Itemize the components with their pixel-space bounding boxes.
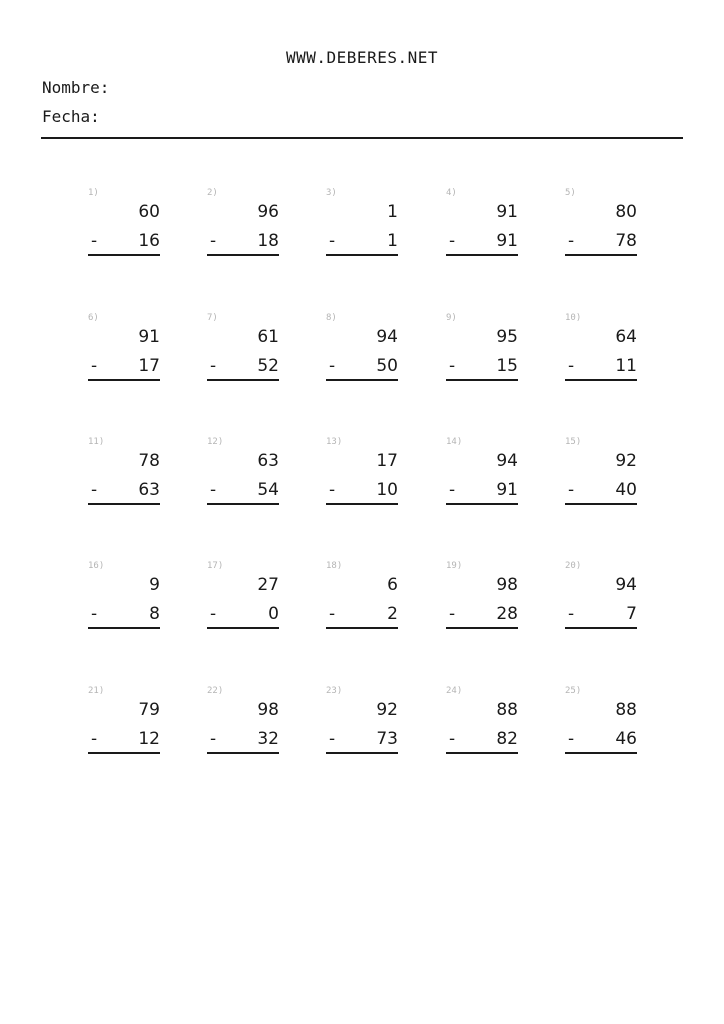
minuend: 91 [138,327,160,347]
answer-line [326,503,398,505]
minus-sign: - [91,480,98,500]
minuend: 79 [138,700,160,720]
subtraction-problem [565,686,637,758]
answer-line [565,379,637,381]
minuend: 91 [496,202,518,222]
problem-number: 13) [326,437,343,447]
subtraction-problem [565,313,637,385]
subtrahend: 82 [496,729,518,749]
minuend: 80 [615,202,637,222]
subtraction-problem [326,686,398,758]
subtraction-problem [326,561,398,633]
subtraction-problem [565,437,637,509]
answer-line [326,627,398,629]
subtrahend: 0 [268,604,279,624]
subtrahend: 63 [138,480,160,500]
problem-number: 7) [207,313,218,323]
answer-line [88,254,160,256]
subtraction-problem [446,437,518,509]
problem-number: 18) [326,561,343,571]
subtraction-problem [326,437,398,509]
subtrahend: 16 [138,231,160,251]
subtrahend: 46 [615,729,637,749]
answer-line [207,503,279,505]
subtrahend: 11 [615,356,637,376]
subtrahend: 78 [615,231,637,251]
problem-number: 8) [326,313,337,323]
answer-line [446,503,518,505]
minus-sign: - [329,356,336,376]
subtrahend: 2 [387,604,398,624]
minus-sign: - [449,356,456,376]
minuend: 60 [138,202,160,222]
problem-number: 3) [326,188,337,198]
problem-number: 11) [88,437,105,447]
minuend: 94 [615,575,637,595]
minus-sign: - [568,604,575,624]
problem-number: 5) [565,188,576,198]
minus-sign: - [210,729,217,749]
minuend: 64 [615,327,637,347]
subtrahend: 54 [257,480,279,500]
problem-number: 14) [446,437,463,447]
minus-sign: - [210,480,217,500]
minuend: 78 [138,451,160,471]
minus-sign: - [210,231,217,251]
answer-line [88,752,160,754]
subtraction-problem [88,686,160,758]
problem-number: 15) [565,437,582,447]
answer-line [565,254,637,256]
minuend: 17 [376,451,398,471]
minuend: 9 [149,575,160,595]
answer-line [88,627,160,629]
minuend: 95 [496,327,518,347]
problem-number: 10) [565,313,582,323]
problem-number: 16) [88,561,105,571]
answer-line [446,379,518,381]
subtraction-problem [207,686,279,758]
subtraction-problem [326,188,398,260]
subtrahend: 17 [138,356,160,376]
answer-line [446,752,518,754]
minus-sign: - [91,356,98,376]
subtrahend: 10 [376,480,398,500]
minuend: 98 [496,575,518,595]
subtraction-problem [446,188,518,260]
minuend: 94 [376,327,398,347]
subtrahend: 12 [138,729,160,749]
answer-line [326,752,398,754]
subtraction-problem [326,313,398,385]
subtrahend: 91 [496,480,518,500]
subtrahend: 32 [257,729,279,749]
subtrahend: 50 [376,356,398,376]
minus-sign: - [91,604,98,624]
answer-line [88,503,160,505]
subtraction-problem [207,437,279,509]
answer-line [446,627,518,629]
problem-number: 6) [88,313,99,323]
minus-sign: - [210,356,217,376]
subtrahend: 28 [496,604,518,624]
answer-line [88,379,160,381]
subtrahend: 15 [496,356,518,376]
minus-sign: - [210,604,217,624]
subtraction-problem [446,313,518,385]
problem-number: 19) [446,561,463,571]
problem-number: 17) [207,561,224,571]
answer-line [207,752,279,754]
minuend: 94 [496,451,518,471]
problem-number: 12) [207,437,224,447]
minuend: 92 [376,700,398,720]
problem-number: 24) [446,686,463,696]
problem-number: 4) [446,188,457,198]
minus-sign: - [568,729,575,749]
minuend: 96 [257,202,279,222]
subtrahend: 52 [257,356,279,376]
problem-number: 21) [88,686,105,696]
subtrahend: 91 [496,231,518,251]
minus-sign: - [329,604,336,624]
subtrahend: 18 [257,231,279,251]
problem-number: 20) [565,561,582,571]
header-divider [41,137,683,139]
subtraction-problem [88,437,160,509]
problem-number: 25) [565,686,582,696]
minus-sign: - [329,231,336,251]
minus-sign: - [449,480,456,500]
subtrahend: 7 [626,604,637,624]
problem-number: 22) [207,686,224,696]
subtraction-problem [565,188,637,260]
subtraction-problem [207,188,279,260]
answer-line [207,254,279,256]
minuend: 88 [615,700,637,720]
minuend: 98 [257,700,279,720]
subtraction-problem [88,188,160,260]
site-url-header: WWW.DEBERES.NET [286,48,438,67]
subtraction-problem [446,686,518,758]
minuend: 27 [257,575,279,595]
problem-number: 1) [88,188,99,198]
subtrahend: 8 [149,604,160,624]
minuend: 88 [496,700,518,720]
answer-line [207,379,279,381]
subtrahend: 1 [387,231,398,251]
answer-line [565,752,637,754]
problem-number: 23) [326,686,343,696]
problem-number: 2) [207,188,218,198]
minuend: 1 [387,202,398,222]
minus-sign: - [329,480,336,500]
subtraction-problem [88,313,160,385]
minus-sign: - [568,356,575,376]
minus-sign: - [329,729,336,749]
minus-sign: - [91,729,98,749]
subtraction-problem [446,561,518,633]
answer-line [565,627,637,629]
answer-line [565,503,637,505]
subtraction-problem [88,561,160,633]
answer-line [446,254,518,256]
minuend: 92 [615,451,637,471]
minus-sign: - [568,231,575,251]
subtraction-problem [207,313,279,385]
minus-sign: - [91,231,98,251]
answer-line [207,627,279,629]
subtraction-problem [565,561,637,633]
answer-line [326,379,398,381]
minuend: 6 [387,575,398,595]
subtrahend: 73 [376,729,398,749]
subtraction-problem [207,561,279,633]
minus-sign: - [449,729,456,749]
minuend: 61 [257,327,279,347]
subtrahend: 40 [615,480,637,500]
minuend: 63 [257,451,279,471]
fecha-field-label: Fecha: [42,107,100,126]
answer-line [326,254,398,256]
problem-number: 9) [446,313,457,323]
minus-sign: - [449,231,456,251]
minus-sign: - [568,480,575,500]
nombre-field-label: Nombre: [42,78,110,97]
minus-sign: - [449,604,456,624]
